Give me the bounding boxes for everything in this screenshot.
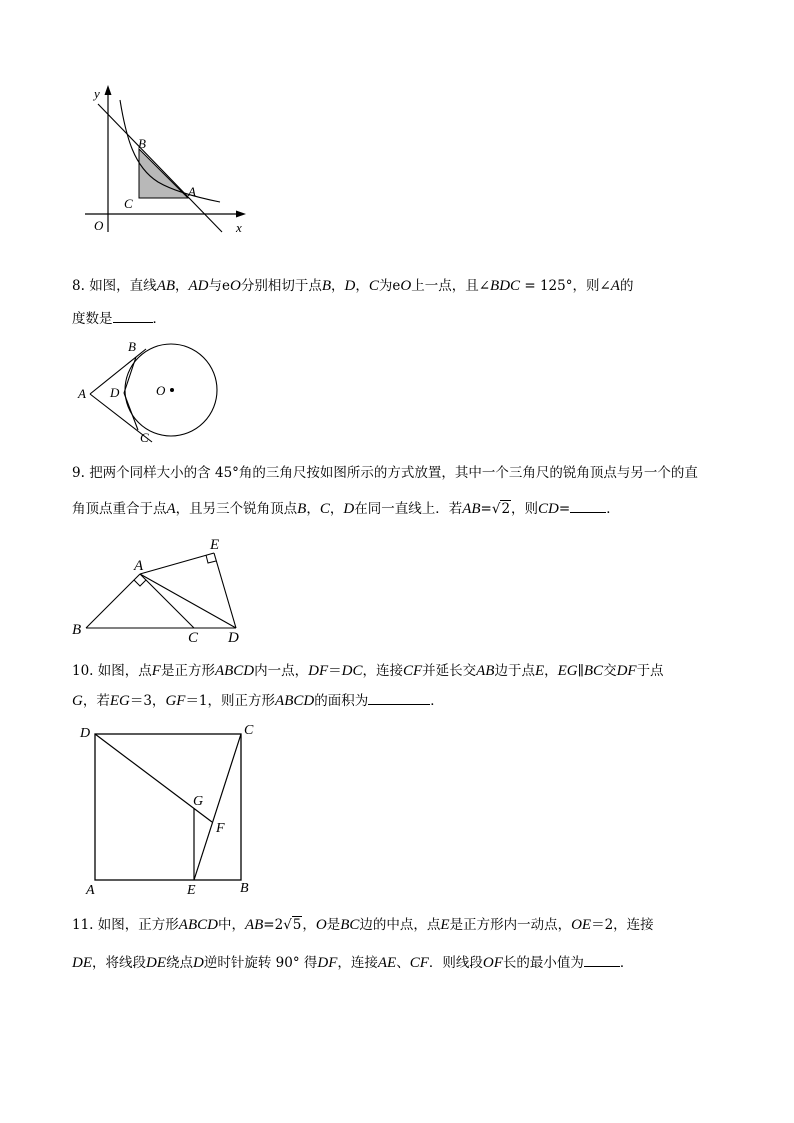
straight-line: [98, 104, 222, 232]
question-number: 8.: [72, 278, 85, 294]
segment-ad: [140, 574, 236, 628]
segment-ab: [86, 574, 140, 628]
q9-line-2: 角顶点重合于点A，且另三个锐角顶点B，C，D在同一直线上．若AB=√2，则CD= ．: [72, 501, 620, 517]
label-c: C: [244, 723, 254, 738]
label-c: C: [124, 196, 133, 211]
label-d: D: [80, 726, 91, 741]
label-g: G: [193, 794, 204, 809]
q10-line-2: G，若EG＝3，GF＝1，则正方形ABCD的面积为 ．: [72, 693, 444, 709]
segment-ac: [140, 574, 194, 628]
q11-line-1: 11. 如图，正方形ABCD中，AB=2√5，O是BC边的中点，点E是正方形内一动点，OE＝2，连接: [72, 917, 654, 933]
label-f: F: [216, 821, 225, 836]
q10-line-1: 10. 如图，点F是正方形ABCD内一点，DF＝DC，连接CF并延长交AB边于点E，EG∥BC交DF于点: [72, 663, 664, 679]
segment-ed: [214, 553, 236, 628]
square-abcd: [95, 734, 241, 880]
shaded-triangle: [139, 149, 188, 198]
answer-blank[interactable]: [113, 310, 153, 323]
q8-line-1: 8. 如图，直线AB，AD与eO分别相切于点B，D，C为eO上一点，且∠BDC = 125°，则∠A的: [72, 278, 634, 294]
answer-blank[interactable]: [368, 692, 430, 705]
q11-line-2: DE，将线段DE绕点D逆时针旋转 90° 得DF，连接AE、CF．则线段OF长的最小值为 ．: [72, 955, 634, 971]
answer-blank[interactable]: [584, 954, 620, 967]
q9-line-1: 9. 把两个同样大小的含 45°角的三角尺按如图所示的方式放置，其中一个三角尺的锐角顶点与另一个的直: [72, 465, 698, 481]
segment-dc: [124, 393, 138, 430]
center-dot: [170, 388, 174, 392]
label-o: O: [94, 218, 104, 233]
label-c: C: [188, 630, 199, 646]
right-angle-mark-a: [134, 580, 146, 586]
label-x: x: [236, 220, 242, 235]
figure-q10-square: [76, 718, 262, 900]
label-e: E: [210, 537, 220, 553]
figure-q7-coordinate-graph: [80, 82, 260, 240]
q8-line-2: 度数是 ．: [72, 311, 166, 327]
x-axis: [85, 211, 246, 218]
question-number: 11.: [72, 917, 94, 933]
label-b: B: [128, 339, 136, 354]
label-y: y: [94, 86, 100, 101]
label-e: E: [187, 883, 196, 898]
label-a: A: [188, 184, 196, 199]
sqrt-5: √5: [283, 917, 302, 933]
figure-q8-circle-tangents: [74, 338, 224, 446]
sqrt-2: √2: [491, 501, 511, 517]
label-b: B: [72, 622, 82, 638]
figure-q9-triangle-rulers: [68, 534, 254, 646]
question-number: 10.: [72, 663, 94, 679]
label-c: C: [140, 430, 149, 445]
question-number: 9.: [72, 465, 85, 481]
segment-ae: [140, 553, 214, 574]
label-o: O: [156, 383, 166, 398]
label-d: D: [228, 630, 239, 646]
label-a: A: [86, 883, 95, 898]
label-a: A: [134, 558, 144, 574]
answer-blank[interactable]: [570, 500, 606, 513]
y-axis: [105, 85, 112, 232]
label-d: D: [110, 385, 120, 400]
label-b: B: [240, 881, 249, 896]
label-a: A: [78, 386, 86, 401]
label-b: B: [138, 136, 146, 151]
